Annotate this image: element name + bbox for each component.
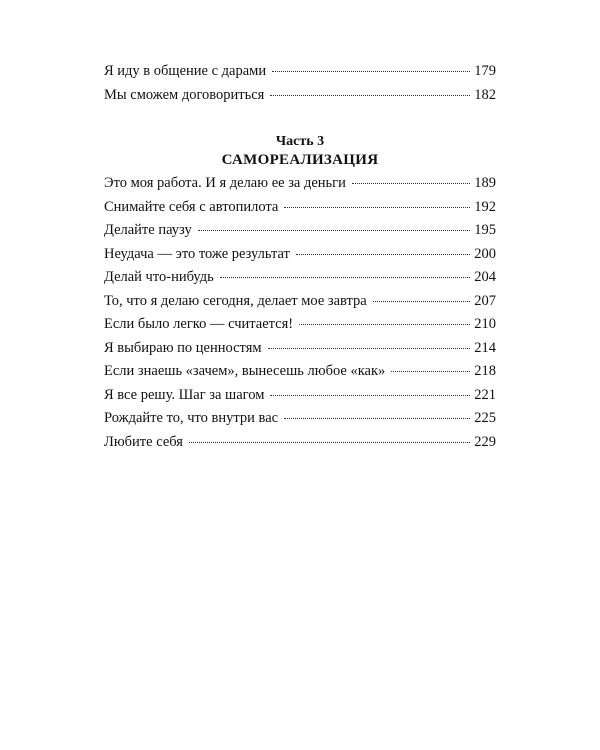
toc-entry-title: Я выбираю по ценностям xyxy=(104,339,262,356)
toc-dot-leader xyxy=(391,371,470,372)
toc-entry-title: Если было легко — считается! xyxy=(104,316,294,332)
toc-entry-page: 207 xyxy=(474,292,496,309)
toc-dot-leader xyxy=(272,71,470,72)
toc-dot-leader xyxy=(299,324,470,325)
toc-entry-page: 182 xyxy=(474,86,496,103)
toc-dot-leader xyxy=(373,301,471,302)
toc-entry xyxy=(104,407,496,431)
toc-entry-title: Делайте паузу xyxy=(104,222,192,238)
toc-entry-title: Снимайте себя с автопилота xyxy=(104,198,279,215)
part-label: Часть 3 xyxy=(275,134,325,149)
toc-entry-title: Это моя работа. И я делаю ее за деньги xyxy=(104,175,346,191)
toc-list-part3 xyxy=(104,172,496,454)
toc-dot-leader xyxy=(189,442,470,443)
toc-entry xyxy=(104,60,496,84)
toc-entry-title: Я иду в общение с дарами xyxy=(104,63,267,79)
toc-entry xyxy=(104,313,496,337)
toc-entry-page: 210 xyxy=(474,316,496,332)
toc-entry-page: 200 xyxy=(474,245,496,262)
toc-dot-leader xyxy=(220,277,471,278)
toc-entry-page: 225 xyxy=(474,410,496,426)
toc-entry-page: 218 xyxy=(474,363,496,379)
toc-list-top xyxy=(104,60,496,107)
toc-dot-leader xyxy=(268,348,471,349)
toc-entry xyxy=(104,84,496,108)
part-heading xyxy=(104,133,496,170)
toc-dot-leader xyxy=(284,207,470,208)
toc-page xyxy=(104,60,496,454)
toc-entry-page: 229 xyxy=(474,433,496,450)
toc-entry xyxy=(104,384,496,408)
toc-entry xyxy=(104,196,496,220)
toc-entry-page: 189 xyxy=(474,175,496,191)
toc-entry-title: То, что я делаю сегодня, делает мое завтра xyxy=(104,292,367,309)
toc-entry-page: 195 xyxy=(474,222,496,238)
toc-entry xyxy=(104,431,496,455)
toc-entry-title: Мы сможем договориться xyxy=(104,86,265,103)
toc-entry-page: 221 xyxy=(474,386,496,403)
toc-entry xyxy=(104,290,496,314)
toc-dot-leader xyxy=(270,95,470,96)
toc-entry-title: Рождайте то, что внутри вас xyxy=(104,410,279,426)
toc-entry-page: 192 xyxy=(474,198,496,215)
toc-dot-leader xyxy=(270,395,470,396)
toc-entry-page: 214 xyxy=(474,339,496,356)
toc-entry xyxy=(104,360,496,384)
toc-entry-title: Я все решу. Шаг за шагом xyxy=(104,386,265,403)
toc-dot-leader xyxy=(296,254,470,255)
toc-entry xyxy=(104,219,496,243)
toc-dot-leader xyxy=(352,183,470,184)
toc-entry xyxy=(104,243,496,267)
toc-dot-leader xyxy=(284,418,470,419)
toc-entry-title: Неудача — это тоже результат xyxy=(104,245,290,262)
toc-entry-page: 204 xyxy=(474,269,496,285)
toc-entry xyxy=(104,172,496,196)
part-title: САМОРЕАЛИЗАЦИЯ xyxy=(221,152,379,168)
toc-entry-title: Любите себя xyxy=(104,433,183,450)
toc-entry-page: 179 xyxy=(474,63,496,79)
toc-dot-leader xyxy=(198,230,471,231)
toc-entry xyxy=(104,337,496,361)
toc-entry-title: Если знаешь «зачем», вынесешь любое «как» xyxy=(104,363,386,379)
toc-entry-title: Делай что-нибудь xyxy=(104,269,214,285)
toc-entry xyxy=(104,266,496,290)
